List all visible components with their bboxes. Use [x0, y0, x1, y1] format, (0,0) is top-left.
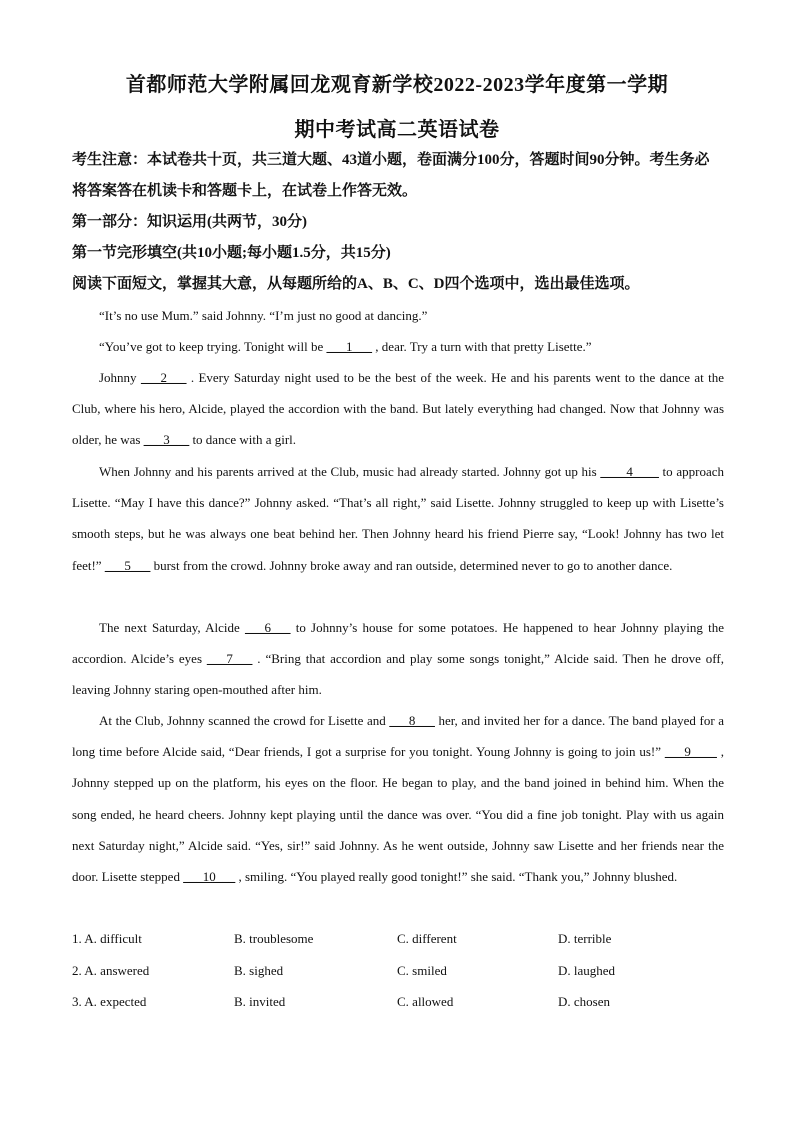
passage-text: . Every Saturday night used to be the best of the week. He and his parents went to the dance at the Club, where his hero, Alcide, played the accordion with the band. But lately everything had changed. Now that Johnny was older, he was [72, 370, 725, 448]
blank-7: ___7___ [206, 651, 253, 667]
directions: 阅读下面短文，掌握其大意，从每题所给的A、B、C、D四个选项中，选出最佳选项。 [72, 276, 640, 292]
passage-text: The next Saturday, Alcide [99, 620, 245, 635]
option-3a: 3. A. expected [72, 994, 147, 1009]
passage-paragraph-2 [72, 331, 724, 362]
blank-8: ___8___ [389, 713, 435, 728]
passage-text: “You’ve got to keep trying. Tonight will be [99, 339, 327, 354]
option-2d: D. laughed [558, 963, 616, 978]
blank-9: ___9____ [664, 744, 717, 760]
option-2c: C. smiled [397, 963, 447, 978]
passage-text: , Johnny stepped up on the platform, his eyes on the floor. He began to play, and the band joined in behind him. When the song ended, he heard cheers. Johnny kept playing until the dance was over. “You did a fine job tonight. Play with us again next Saturday night,” Alcide said. “Yes, sir!” said Johnny. As he went outside, Johnny saw Lisette and her friends near the door. Lisette stepped [72, 744, 724, 885]
blank-1: ___1___ [326, 339, 373, 354]
passage-text: to Johnny’s house for some potatoes. He happened to hear Johnny playing the accordion. Alcide’s eyes [72, 620, 724, 667]
passage-text: At the Club, Johnny scanned the crowd for Lisette and [99, 713, 390, 728]
section1-heading: 第一节完形填空(共10小题;每小题1.5分，共15分) [72, 245, 391, 261]
passage-text: her, and invited her for a dance. The band played for a long time before Alcide said, “Dear friends, I got a surprise for you tonight. Young Johnny is going to join us!” [72, 713, 725, 760]
passage-paragraph-5 [72, 612, 724, 706]
passage-paragraph-3 [72, 362, 724, 456]
passage-paragraph-4 [72, 456, 724, 581]
blank-2: ___2___ [140, 370, 187, 385]
passage-text: to dance with a girl. [189, 432, 297, 448]
exam-title-line1: 首都师范大学附属回龙观育新学校2022-2023学年度第一学期 [125, 74, 669, 96]
question-2-options [72, 963, 732, 987]
blank-6: ___6___ [245, 620, 291, 635]
passage-text: , smiling. “You played really good tonight!” she said. “Thank you,” Johnny blushed. [235, 869, 678, 885]
blank-5: ___5___ [104, 557, 151, 573]
passage-text: , dear. Try a turn with that pretty Lisette.” [372, 339, 592, 354]
option-2a: 2. A. answered [72, 963, 150, 978]
passage-text: “It’s no use Mum.” said Johnny. “I’m just no good at dancing.” [99, 308, 428, 323]
blank-4: ____4____ [600, 464, 659, 479]
question-1-options [72, 931, 732, 955]
passage-text: burst from the crowd. Johnny broke away and ran outside, determined never to go to another dance. [150, 557, 673, 573]
option-1a: 1. A. difficult [72, 931, 142, 946]
option-1c: C. different [397, 931, 457, 946]
option-3c: C. allowed [397, 994, 454, 1009]
passage-text: to approach Lisette. “May I have this dance?” Johnny asked. “That’s all right,” said Lisette. Johnny struggled to keep up with Lisette’s smooth steps, but he was always one beat behind her. Then Johnny heard his friend Pierre say, “Look! Johnny has two let feet!” [72, 464, 724, 573]
option-2b: B. sighed [234, 963, 284, 978]
option-1d: D. terrible [558, 931, 612, 946]
passage-text: Johnny [99, 370, 141, 385]
option-3d: D. chosen [558, 994, 610, 1009]
passage-paragraph-6 [72, 705, 724, 892]
passage-paragraph-1 [72, 300, 724, 331]
question-3-options [72, 994, 732, 1018]
blank-3: ___3___ [143, 432, 190, 448]
exam-title-line2: 期中考试高二英语试卷 [294, 119, 500, 141]
exam-notice: 考生注意：本试卷共十页，共三道大题、43道小题，卷面满分100分，答题时间90分钟。考生务必将答案答在机读卡和答题卡上，在试卷上作答无效。 [72, 152, 710, 199]
option-3b: B. invited [234, 994, 286, 1009]
passage-text: When Johnny and his parents arrived at the Club, music had already started. Johnny got up his [99, 464, 601, 479]
option-1b: B. troublesome [234, 931, 314, 946]
blank-10: ___10___ [183, 869, 236, 885]
passage-text: . “Bring that accordion and play some songs tonight,” Alcide said. Then he drove off, leaving Johnny staring open-mouthed after him. [72, 651, 724, 698]
part1-heading: 第一部分：知识运用(共两节，30分) [72, 214, 307, 230]
